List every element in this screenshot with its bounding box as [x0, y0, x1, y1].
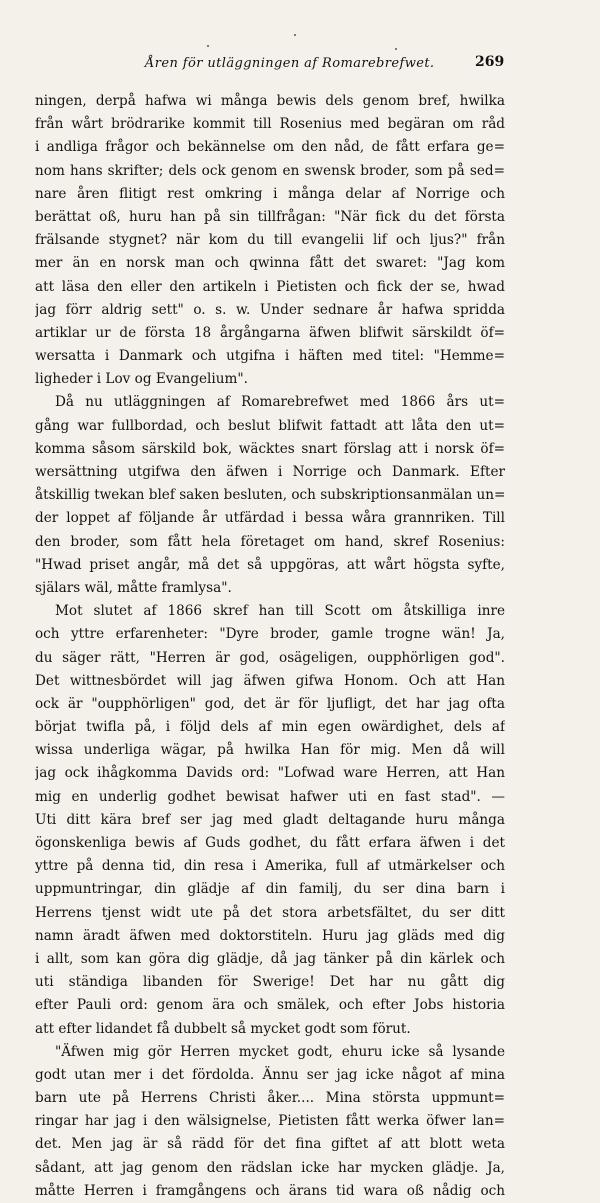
text-line: wersättning utgifwa den äfwen i Norrige och Danmark. Efter — [35, 464, 505, 480]
text-line: du säger rätt, "Herren är god, osägeligen, oupphörligen god". — [35, 649, 505, 666]
running-head — [0, 56, 600, 80]
text-line: uppmuntringar, din glädje af din familj, du ser dina barn i — [35, 881, 505, 898]
text-line: Uti ditt kära bref ser jag med gladt deltagande huru många — [35, 811, 505, 828]
text-line: Herrens tjenst widt ute på det stora arbetsfältet, du ser ditt — [35, 904, 505, 921]
text-line: och yttre erfarenheter: "Dyre broder, gamle trogne wän! Ja, — [35, 626, 505, 643]
text-line: yttre på denna tid, din resa i Amerika, full af utmärkelser och — [35, 858, 505, 875]
text-line: att efter lidandet få dubbelt så mycket godt som förut. — [35, 1020, 411, 1037]
text-line: wersatta i Danmark och utgifna i häften med titel: "Hemme= — [35, 348, 505, 365]
text-line: i andliga frågor och bekännelse om den nåd, de fått erfara ge= — [35, 139, 505, 156]
text-line: uti ständiga libanden för Swerige! Det har nu gått dig — [35, 974, 505, 991]
text-line: ningen, derpå hafwa wi många bewis dels genom bref, hwilka — [35, 93, 505, 109]
text-line: sådant, att jag genom den rädslan icke har mycken glädje. Ja, — [35, 1159, 505, 1176]
text-line: ock är "oupphörligen" god, det är för ljufligt, det har jag ofta — [35, 695, 505, 712]
text-line: godt utan mer i det fördolda. Ännu ser jag icke något af mina — [35, 1066, 505, 1083]
text-line: ögonskenliga bewis af Guds godhet, du fått erfara äfwen i det — [35, 835, 505, 851]
paper-speck — [294, 34, 296, 36]
text-line: Det wittnesbördet will jag äfwen gifwa Honom. Och att Han — [35, 672, 505, 689]
text-line: jag ock ihågkomma Davids ord: "Lofwad ware Herren, att Han — [35, 765, 505, 782]
running-title: Åren för utläggningen af Romarebrefwet. — [145, 56, 435, 71]
text-line: artiklar ur de första 18 årgångarna äfwen blifwit särskildt öf= — [35, 324, 505, 341]
text-line: komma såsom särskild bok, wäcktes snart förslag att i norsk öf= — [35, 440, 505, 457]
text-line: wissa underliga wägar, på hwilka Han för mig. Men då will — [35, 742, 505, 759]
page-number: 269 — [475, 54, 505, 70]
text-line: måtte Herren i framgångens och ärans tid wara oß nådig och — [35, 1182, 505, 1199]
text-line: jag förr aldrig sett" o. s. w. Under sednare år hafwa spridda — [35, 301, 505, 318]
text-line: barn ute på Herrens Christi åker.... Mina största uppmunt= — [35, 1090, 505, 1107]
paper-speck — [207, 45, 209, 47]
text-line: nare åren flitigt rest omkring i många delar af Norrige och — [35, 185, 505, 202]
text-line: mig en underlig godhet bewisat hafwer uti en fast stad". — — [35, 788, 505, 805]
text-line: åtskillig twekan blef saken besluten, och subskriptionsanmälan un= — [35, 487, 505, 504]
text-line: att läsa den eller den artikeln i Pietisten och fick der se, hwad — [35, 278, 505, 295]
text-line: gång war fullbordad, och beslut blifwit fattadt att låta den ut= — [35, 417, 505, 434]
text-line: "Hwad priset angår, må det så uppgöras, att wårt högsta syfte, — [35, 556, 505, 573]
text-line: Mot slutet af 1866 skref han till Scott om åtskilliga inre — [55, 603, 505, 620]
text-line: ringar har jag i den wälsignelse, Pietisten fått werka öfwer lan= — [35, 1113, 505, 1130]
text-line: börjat twifla på, i följd dels af min egen owärdighet, dels af — [35, 719, 505, 736]
text-line: själars wäl, måtte framlysa". — [35, 579, 232, 596]
text-line: "Äfwen mig gör Herren mycket godt, ehuru icke så lysande — [55, 1043, 505, 1060]
text-line: der loppet af följande år utfärdad i bessa wåra grannriken. Till — [35, 510, 505, 527]
paper-speck — [395, 48, 397, 50]
text-line: Då nu utläggningen af Romarebrefwet med 1866 års ut= — [55, 394, 505, 411]
body-text — [35, 90, 505, 1203]
text-line: frälsande stygnet? när kom du till evangelii lif och ljus?" från — [35, 232, 505, 249]
text-line: ligheder i Lov og Evangelium". — [35, 371, 248, 388]
text-line: det. Men jag är så rädd för det fina giftet af att blott weta — [35, 1136, 505, 1153]
text-line: nom hans skrifter; dels ock genom en swensk broder, som på sed= — [35, 162, 505, 179]
text-line: efter Pauli ord: genom ära och smälek, och efter Jobs historia — [35, 997, 505, 1014]
text-line: den broder, som fått hela företaget om hand, skref Rosenius: — [35, 533, 505, 550]
text-line: mer än en norsk man och qwinna fått det swaret: "Jag kom — [35, 255, 505, 272]
text-line: från wårt brödrarike kommit till Rosenius med begäran om råd — [35, 116, 505, 133]
text-line: namn äradt äfwen med doktorstiteln. Huru jag gläds med dig — [35, 927, 505, 944]
text-line: berättat oß, huru han på sin tillfrågan: "När fick du det första — [35, 208, 505, 225]
text-line: i allt, som kan göra dig glädje, då jag tänker på din kärlek och — [35, 950, 505, 967]
